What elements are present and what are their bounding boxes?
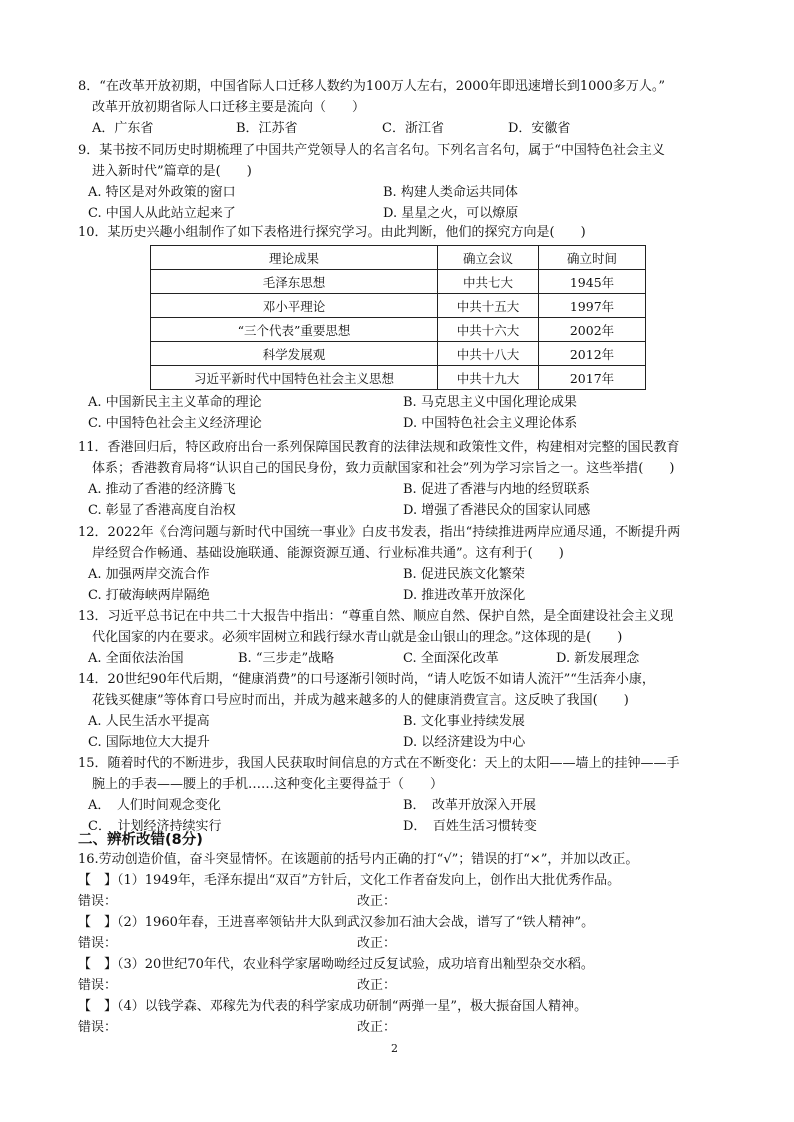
table-cell: 1945年 (539, 270, 646, 294)
q8-stem-2: 改革开放初期省际人口迁移主要是流向（ ） (92, 100, 366, 115)
table-cell: 中共七大 (438, 270, 539, 294)
q9-option-c: C. 中国人从此站立起来了 (88, 206, 236, 221)
q12-stem-2: 岸经贸合作畅通、基础设施联通、能源资源互通、行业标准共通”。这有利于( ) (92, 546, 564, 561)
q10-options-row-2 (78, 413, 718, 434)
q12-option-c: C. 打破海峡两岸隔绝 (88, 588, 210, 603)
q9-stem-1: 9．某书按不同历史时期梳理了中国共产党领导人的名言名句。下列名言名句，属于“中国特色社会主义 (78, 143, 665, 158)
q13-option-a: A. 全面依法治国 (88, 651, 184, 666)
q9-stem-2: 进入新时代”篇章的是( ) (92, 164, 252, 179)
table-row (151, 366, 646, 390)
table-cell: 中共十八大 (438, 342, 539, 366)
q8-options (78, 118, 718, 139)
table-cell: 2017年 (539, 366, 646, 390)
q10-option-c: C. 中国特色社会主义经济理论 (88, 416, 262, 431)
q14-options-row-2 (78, 732, 718, 753)
q14-options-row-1 (78, 711, 718, 732)
question-9 (78, 140, 718, 224)
q12-options-row-2 (78, 585, 718, 606)
table-cell: 2002年 (539, 318, 646, 342)
fix-label: 改正： (357, 936, 397, 951)
q15-option-d: D． 百姓生活习惯转变 (403, 819, 537, 834)
q10-option-d: D. 中国特色社会主义理论体系 (403, 416, 578, 431)
table-cell: 毛泽东思想 (151, 270, 438, 294)
q8-option-d: D．安徽省 (508, 121, 571, 136)
q16-item-1: 【 】（1）1949年，毛泽东提出“双百”方针后，文化工作者奋发向上，创作出大批优秀作品。 (78, 873, 621, 888)
q16-item-2: 【 】（2）1960年春，王进喜率领钻井大队到武汉参加石油大会战，谱写了“铁人精神”。 (78, 915, 595, 930)
fix-label: 改正： (357, 894, 397, 909)
q15-options-row-1 (78, 795, 718, 816)
q8-option-b: B．江苏省 (236, 121, 298, 136)
q9-options-row-1 (78, 182, 718, 203)
table-cell: 1997年 (539, 294, 646, 318)
q16-intro: 16.劳动创造价值，奋斗突显情怀。在该题前的括号内正确的打“√”；错误的打“×”，并加以改正。 (78, 852, 639, 867)
q8-stem-1: 8．“在改革开放初期，中国省际人口迁移人数约为100万人左右，2000年即迅速增长到1000多万人。” (78, 79, 666, 94)
error-label: 错误： (78, 894, 118, 909)
table-row (151, 270, 646, 294)
section-2-title: 二、辨析改错(8分) (78, 832, 203, 848)
q13-stem-1: 13．习近平总书记在中共二十大报告中指出：“尊重自然、顺应自然、保护自然，是全面建设社会主义现 (78, 609, 674, 624)
q11-stem-2: 体系；香港教育局将“认识自己的国民身份，致力贡献国家和社会”列为学习宗旨之一。这些举措( ) (92, 461, 675, 476)
error-label: 错误： (78, 978, 118, 993)
q11-option-a: A. 推动了香港的经济腾飞 (88, 482, 236, 497)
table-row (151, 342, 646, 366)
table-header-cell: 确立时间 (539, 246, 646, 270)
q12-stem-1: 12．2022年《台湾问题与新时代中国统一事业》白皮书发表，指出“持续推进两岸应通尽通，不断提升两 (78, 525, 681, 540)
q12-options-row-1 (78, 564, 718, 585)
q15-option-b: B． 改革开放深入开展 (403, 798, 537, 813)
q12-option-a: A. 加强两岸交流合作 (88, 567, 210, 582)
q14-stem-1: 14．20世纪90年代后期，“健康消费”的口号逐渐引领时尚，“请人吃饭不如请人流汗”“生活奔小康， (78, 672, 655, 687)
fix-label: 改正： (357, 978, 397, 993)
question-15 (78, 753, 718, 837)
q10-options-row-1 (78, 392, 718, 413)
table-header-cell: 理论成果 (151, 246, 438, 270)
q9-option-d: D. 星星之火，可以燎原 (383, 206, 519, 221)
table-cell: 科学发展观 (151, 342, 438, 366)
fix-label: 改正： (357, 1020, 397, 1035)
q12-option-d: D. 推进改革开放深化 (403, 588, 526, 603)
q14-option-d: D. 以经济建设为中心 (403, 735, 526, 750)
theory-table (150, 245, 646, 390)
table-row (151, 294, 646, 318)
question-13 (78, 606, 718, 669)
q8-option-a: A．广东省 (92, 121, 154, 136)
q13-option-c: C. 全面深化改革 (403, 651, 499, 666)
table-cell: 中共十六大 (438, 318, 539, 342)
page-number: 2 (391, 1042, 398, 1055)
table-cell: 中共十九大 (438, 366, 539, 390)
table-cell: 中共十五大 (438, 294, 539, 318)
q15-option-c: C． 计划经济持续实行 (88, 819, 222, 834)
q16-item-3: 【 】（3）20世纪70年代，农业科学家屠呦呦经过反复试验，成功培育出籼型杂交水稻。 (78, 957, 594, 972)
q10-option-a: A. 中国新民主主义革命的理论 (88, 395, 262, 410)
q9-options-row-2 (78, 203, 718, 224)
q11-options-row-2 (78, 500, 718, 521)
table-row (151, 318, 646, 342)
q14-option-c: C. 国际地位大大提升 (88, 735, 210, 750)
q15-stem-1: 15．随着时代的不断进步，我国人民获取时间信息的方式在不断变化：天上的太阳——墙上的挂钟——手 (78, 756, 680, 771)
q11-stem-1: 11．香港回归后，特区政府出台一系列保障国民教育的法律法规和政策性文件，构建相对完整的国民教育 (78, 440, 680, 455)
question-10 (78, 222, 718, 243)
question-11 (78, 437, 718, 521)
q11-option-d: D. 增强了香港民众的国家认同感 (403, 503, 591, 518)
q13-option-b: B. “三步走”战略 (238, 651, 335, 666)
q10-option-b: B. 马克思主义中国化理论成果 (403, 395, 577, 410)
error-label: 错误： (78, 1020, 118, 1035)
question-10-options (78, 392, 718, 434)
q10-stem-1: 10．某历史兴趣小组制作了如下表格进行探究学习。由此判断，他们的探究方向是( ) (78, 225, 586, 240)
q14-option-a: A. 人民生活水平提高 (88, 714, 210, 729)
question-14 (78, 669, 718, 753)
q12-option-b: B. 促进民族文化繁荣 (403, 567, 525, 582)
table-cell: 邓小平理论 (151, 294, 438, 318)
q8-option-c: C．浙江省 (382, 121, 444, 136)
q9-option-a: A. 特区是对外政策的窗口 (88, 185, 236, 200)
q11-option-b: B. 促进了香港与内地的经贸联系 (403, 482, 590, 497)
q15-stem-2: 腕上的手表——腰上的手机……这种变化主要得益于（ ） (92, 777, 444, 792)
q14-stem-2: 花钱买健康”等体育口号应时而出，并成为越来越多的人的健康消费宣言。这反映了我国( ) (92, 693, 629, 708)
q9-option-b: B. 构建人类命运共同体 (383, 185, 518, 200)
q13-options (78, 648, 718, 669)
table-cell: 2012年 (539, 342, 646, 366)
q13-stem-2: 代化国家的内在要求。必须牢固树立和践行绿水青山就是金山银山的理念。”这体现的是( ) (92, 630, 623, 645)
table-header-row (151, 246, 646, 270)
table-cell: 习近平新时代中国特色社会主义思想 (151, 366, 438, 390)
q11-option-c: C. 彰显了香港高度自治权 (88, 503, 236, 518)
error-label: 错误： (78, 936, 118, 951)
table-header-cell: 确立会议 (438, 246, 539, 270)
q16-item-4: 【 】（4）以钱学森、邓稼先为代表的科学家成功研制“两弹一星”，极大振奋国人精神。 (78, 999, 588, 1014)
q14-option-b: B. 文化事业持续发展 (403, 714, 525, 729)
q11-options-row-1 (78, 479, 718, 500)
q15-option-a: A． 人们时间观念变化 (88, 798, 221, 813)
question-12 (78, 522, 718, 606)
q13-option-d: D. 新发展理念 (556, 651, 640, 666)
table-cell: “三个代表”重要思想 (151, 318, 438, 342)
question-8 (78, 76, 718, 139)
